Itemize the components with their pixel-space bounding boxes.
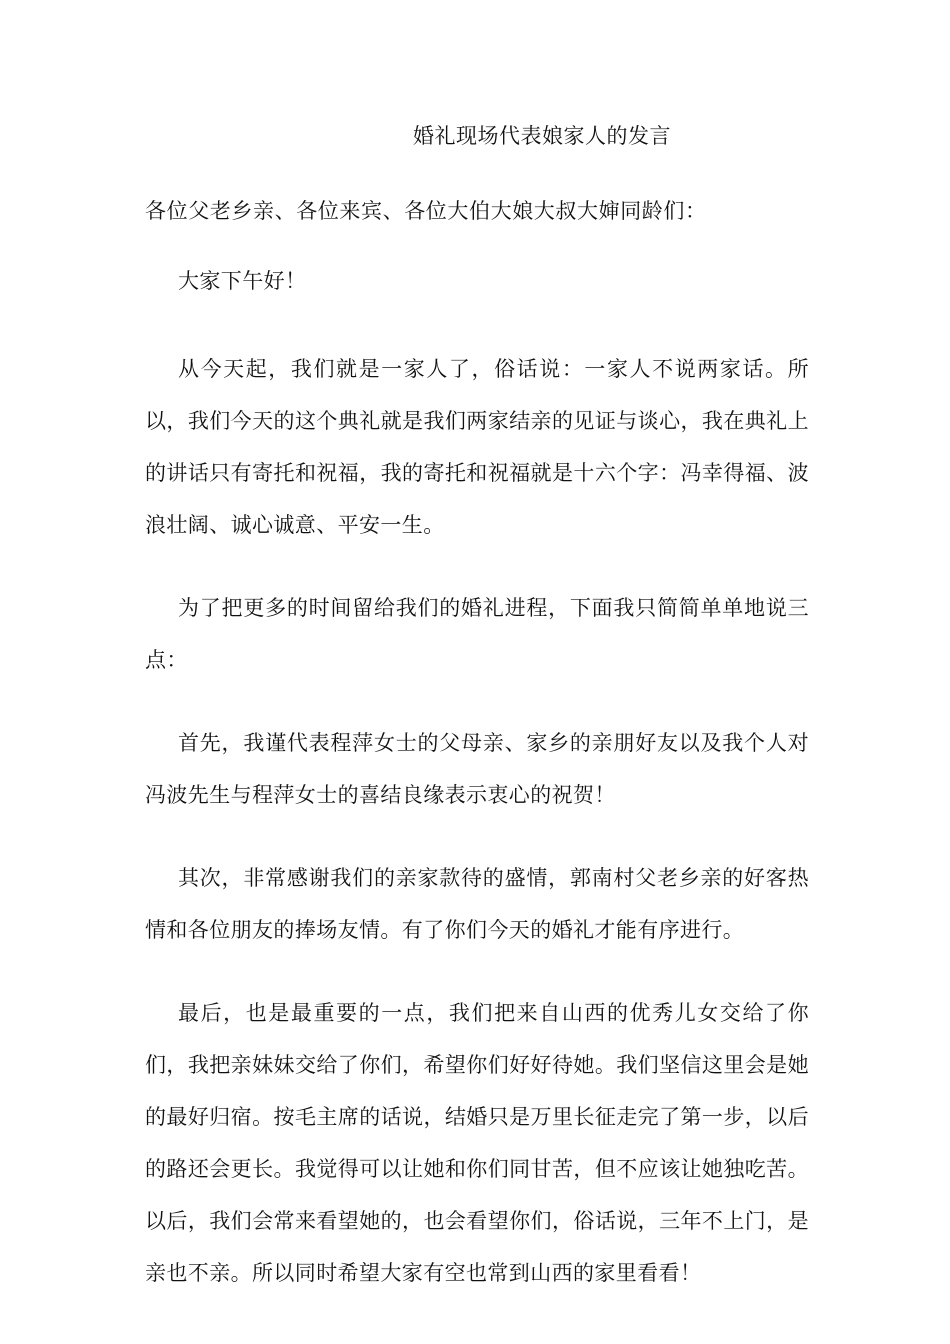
salutation-line: 各位父老乡亲、各位来宾、各位大伯大娘大叔大婶同龄们： xyxy=(145,199,707,223)
paragraph-first-point: 首先，我谨代表程萍女士的父母亲、家乡的亲朋好友以及我个人对冯波先生与程萍女士的喜结良缘表示衷心的祝贺！ xyxy=(145,731,809,807)
greeting-paragraph: 大家下午好！ xyxy=(178,269,307,293)
paragraph-three-points: 为了把更多的时间留给我们的婚礼进程，下面我只简简单单地说三点： xyxy=(145,596,809,672)
paragraph-family: 从今天起，我们就是一家人了，俗话说：一家人不说两家话。所以，我们今天的这个典礼就是我们两家结亲的见证与谈心，我在典礼上的讲话只有寄托和祝福，我的寄托和祝福就是十六个字：冯幸得福、波浪壮阔、诚心诚意、平安一生。 xyxy=(145,357,809,537)
document-title: 婚礼现场代表娘家人的发言 xyxy=(413,124,671,148)
paragraph-third-point: 最后，也是最重要的一点，我们把来自山西的优秀儿女交给了你们，我把亲妹妹交给了你们，希望你们好好待她。我们坚信这里会是她的最好归宿。按毛主席的话说，结婚只是万里长征走完了第一步，以后的路还会更长。我觉得可以让她和你们同甘苦，但不应该让她独吃苦。以后，我们会常来看望她的，也会看望你们，俗话说，三年不上门，是亲也不亲。所以同时希望大家有空也常到山西的家里看看！ xyxy=(145,1001,809,1285)
document-body xyxy=(145,118,809,1330)
paragraph-second-point: 其次，非常感谢我们的亲家款待的盛情，郭南村父老乡亲的好客热情和各位朋友的捧场友情。有了你们今天的婚礼才能有序进行。 xyxy=(145,866,809,942)
